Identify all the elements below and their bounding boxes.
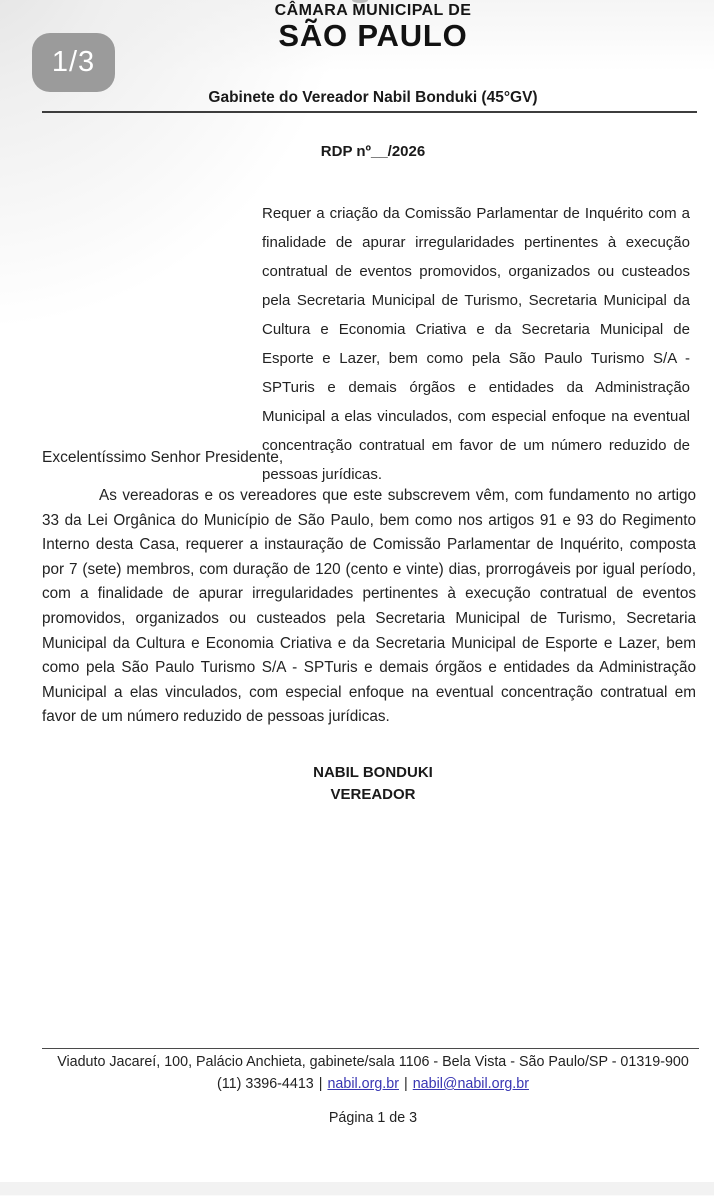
letterhead xyxy=(16,2,714,51)
footer-contact-line xyxy=(16,1076,714,1092)
bottom-edge-strip xyxy=(0,1182,714,1196)
salutation: Excelentíssimo Senhor Presidente, xyxy=(42,449,284,466)
footer-separator: | xyxy=(404,1076,408,1092)
footer-phone: (11) 3396-4413 xyxy=(217,1076,314,1092)
signature-name: NABIL BONDUKI xyxy=(313,764,433,781)
org-name-line1: CÂMARA MUNICIPAL DE xyxy=(274,2,472,19)
email-link[interactable]: nabil@nabil.org.br xyxy=(412,1076,529,1092)
org-name-line2: SÃO PAULO xyxy=(278,18,468,53)
office-title: Gabinete do Vereador Nabil Bonduki (45°GV) xyxy=(208,89,538,106)
page-count-label: 1/3 xyxy=(51,46,96,78)
footer-address: Viaduto Jacareí, 100, Palácio Anchieta, gabinete/sala 1106 - Bela Vista - São Paulo/SP - 01319-900 xyxy=(57,1054,689,1070)
document-number: RDP nº__/2026 xyxy=(320,143,426,160)
page-indicator: Página 1 de 3 xyxy=(328,1110,418,1126)
body-paragraph: As vereadoras e os vereadores que este subscrevem vêm, com fundamento no artigo 33 da Lei Orgânica do Município de São Paulo, bem como nos artigos 91 e 93 do Regimento Interno desta Casa, requerer a instauração de Comissão Parlamentar de Inquérito, composta por 7 (sete) membros, com duração de 120 (cento e vinte) dias, prorrogáveis por igual período, com a finalidade de apurar irregularidades pertinentes à execução contratual de eventos promovidos, organizados ou custeados pela Secretaria Municipal de Turismo, Secretaria Municipal da Cultura e Economia Criativa e da Secretaria Municipal de Esporte e Lazer, bem como pela São Paulo Turismo S/A - SPTuris e demais órgãos e entidades da Administração Municipal a elas vinculados, com especial enfoque na eventual concentração contratual em favor de um número reduzido de pessoas jurídicas. xyxy=(42,487,696,726)
footer-separator: | xyxy=(318,1076,323,1092)
header-divider xyxy=(42,111,697,113)
signature-title: VEREADOR xyxy=(330,786,416,803)
document-summary: Requer a criação da Comissão Parlamentar de Inquérito com a finalidade de apurar irregularidades pertinentes à execução contratual de eventos promovidos, organizados ou custeados pela Secretaria Municipal de Turismo, Secretaria Municipal da Cultura e Economia Criativa e da Secretaria Municipal de Esporte e Lazer, bem como pela São Paulo Turismo S/A - SPTuris e demais órgãos e entidades da Administração Municipal a elas vinculados, com especial enfoque na eventual concentração contratual em favor de um número reduzido de pessoas jurídicas. xyxy=(262,205,690,483)
website-link[interactable]: nabil.org.br xyxy=(327,1076,399,1092)
signature-block xyxy=(16,762,714,806)
footer-divider xyxy=(42,1048,699,1049)
